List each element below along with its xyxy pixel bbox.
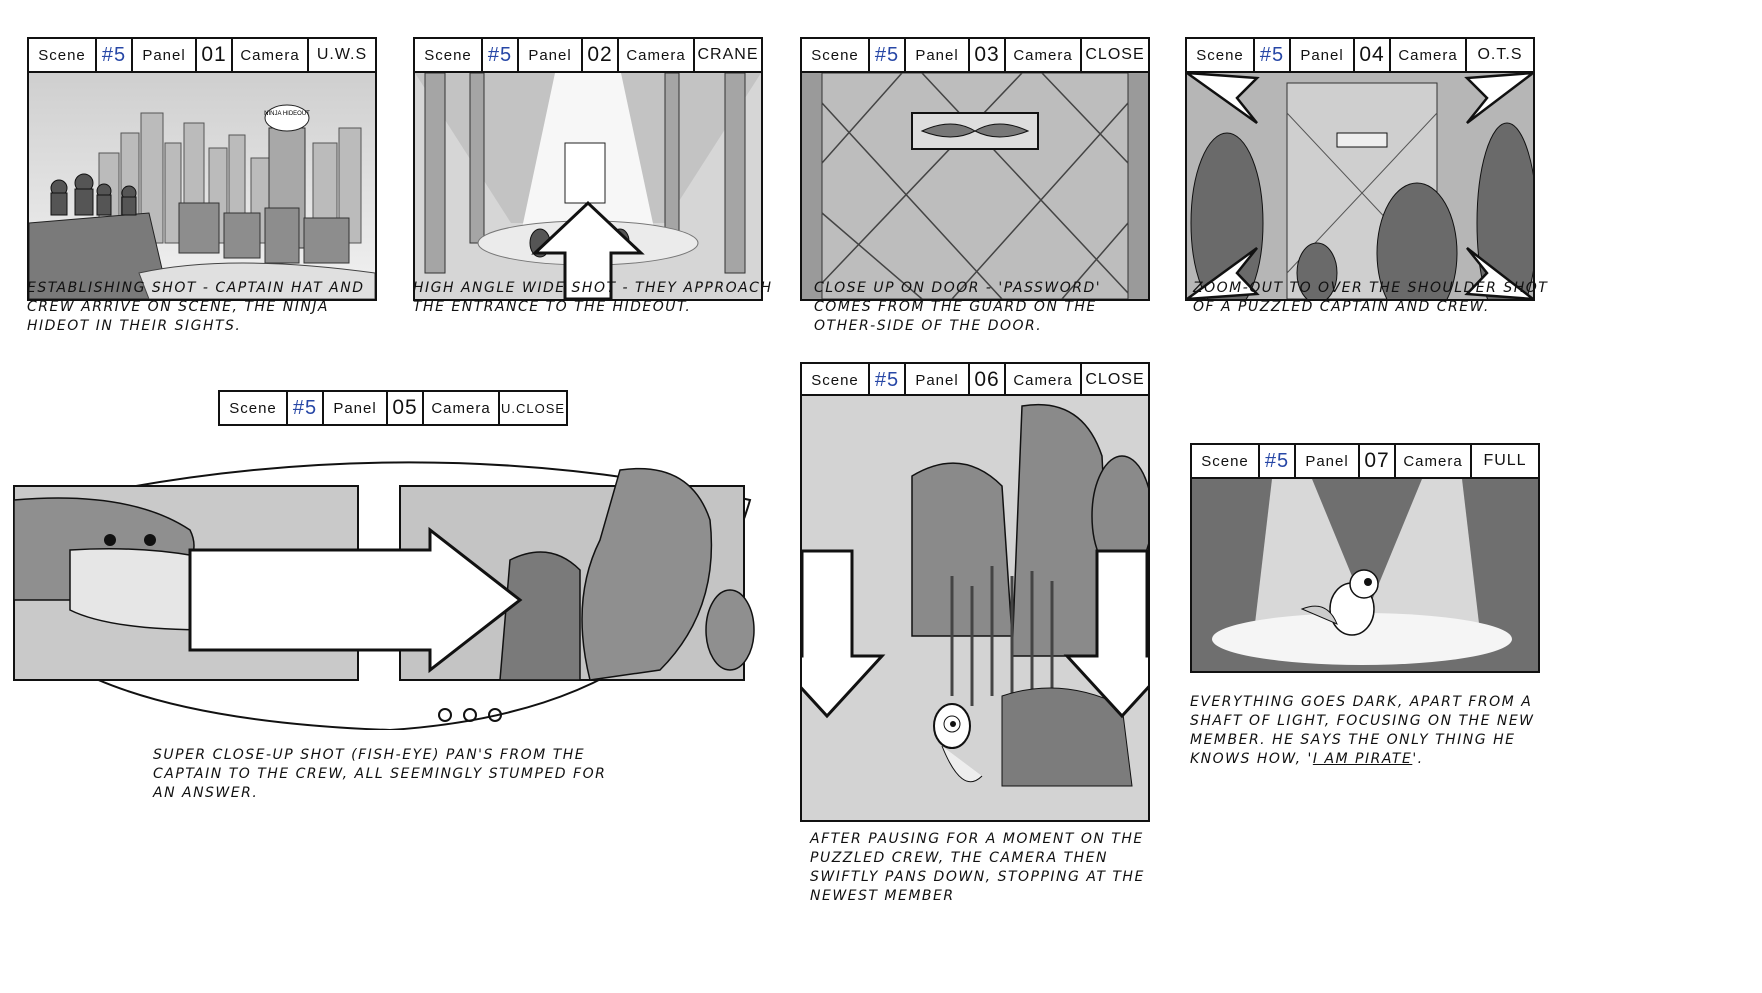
panel-label: Panel — [1291, 39, 1355, 71]
panel-header — [1185, 37, 1535, 73]
panel-number: 04 — [1355, 39, 1391, 71]
camera-type: O.T.S — [1477, 46, 1523, 63]
city-skyline-sketch — [29, 73, 375, 299]
storyboard-panel-06 — [800, 362, 1175, 922]
panel-caption: ESTABLISHING SHOT - CAPTAIN HAT AND CREW ARRIVE ON SCENE, THE NINJA HIDEOT IN THEIR SIGHTS. — [27, 280, 365, 334]
storyboard-panel-01 — [27, 37, 379, 337]
caption-quote: I AM PIRATE — [1312, 751, 1413, 767]
camera-type: FULL — [1483, 452, 1527, 469]
panel-header — [27, 37, 377, 73]
scene-number: #5 — [288, 392, 324, 424]
panel-label: Panel — [906, 364, 970, 396]
panel-frame — [800, 394, 1150, 822]
panel-frame — [800, 71, 1150, 301]
over-shoulder-sketch — [1187, 73, 1533, 299]
panel-caption: ZOOM-OUT TO OVER THE SHOULDER SHOT OF A PUZZLED CAPTAIN AND CREW. — [1193, 280, 1549, 315]
panel-frame — [1185, 71, 1535, 301]
camera-type: U.W.S — [316, 46, 368, 63]
hallway-sketch — [415, 73, 761, 299]
panel-number: 07 — [1360, 445, 1396, 477]
panel-caption: SUPER CLOSE-UP SHOT (FISH-EYE) PAN'S FROM THE CAPTAIN TO THE CREW, ALL SEEMINGLY STUMPED FOR AN ANSWER. — [153, 747, 607, 801]
panel-label: Panel — [906, 39, 970, 71]
camera-label: Camera — [1006, 364, 1082, 396]
panel-number: 05 — [388, 392, 424, 424]
camera-type: CLOSE — [1085, 371, 1145, 388]
camera-type: CLOSE — [1085, 46, 1145, 63]
scene-number: #5 — [870, 364, 906, 396]
panel-caption: AFTER PAUSING FOR A MOMENT ON THE PUZZLED CREW, THE CAMERA THEN SWIFTLY PANS DOWN, STOPPING AT THE NEWEST MEMBER — [810, 831, 1145, 904]
panel-header — [800, 37, 1150, 73]
camera-type: CRANE — [697, 46, 759, 63]
panel-label: Panel — [519, 39, 583, 71]
scene-number: #5 — [870, 39, 906, 71]
panel-caption — [1190, 693, 1550, 769]
panel-label: Panel — [324, 392, 388, 424]
panel-frame — [413, 71, 763, 301]
scene-number: #5 — [483, 39, 519, 71]
panel-label: Panel — [1296, 445, 1360, 477]
scene-number: #5 — [1260, 445, 1296, 477]
scene-label: Scene — [802, 39, 870, 71]
panel-header — [413, 37, 763, 73]
scene-number: #5 — [97, 39, 133, 71]
camera-label: Camera — [233, 39, 309, 71]
spotlight-sketch — [1192, 479, 1538, 671]
camera-label: Camera — [1391, 39, 1467, 71]
scene-label: Scene — [220, 392, 288, 424]
camera-type: U.CLOSE — [500, 400, 566, 416]
storyboard-panel-03 — [800, 37, 1152, 337]
scene-label: Scene — [1192, 445, 1260, 477]
storyboard-panel-04 — [1185, 37, 1560, 337]
fish-eye-pan-sketch — [10, 430, 780, 730]
scene-label: Scene — [415, 39, 483, 71]
panel-frame — [27, 71, 377, 301]
camera-label: Camera — [619, 39, 695, 71]
panel-header — [218, 390, 568, 426]
panel-number: 06 — [970, 364, 1006, 396]
panel-number: 02 — [583, 39, 619, 71]
panel-label: Panel — [133, 39, 197, 71]
scene-label: Scene — [1187, 39, 1255, 71]
camera-label: Camera — [1396, 445, 1472, 477]
scene-label: Scene — [802, 364, 870, 396]
panel-header — [800, 362, 1150, 398]
panel-frame — [1190, 477, 1540, 673]
storyboard-panel-02 — [413, 37, 773, 337]
caption-end: '. — [1412, 751, 1424, 767]
camera-label: Camera — [1006, 39, 1082, 71]
camera-label: Camera — [424, 392, 500, 424]
scene-label: Scene — [29, 39, 97, 71]
scene-number: #5 — [1255, 39, 1291, 71]
storyboard-panel-07 — [1190, 443, 1550, 783]
hideout-sign: NINJA HIDEOUT — [264, 111, 310, 117]
panel-number: 01 — [197, 39, 233, 71]
crew-pan-down-sketch — [802, 396, 1148, 820]
panel-number: 03 — [970, 39, 1006, 71]
panel-header — [1190, 443, 1540, 479]
panel-caption: HIGH ANGLE WIDE SHOT - THEY APPROACH THE ENTRANCE TO THE HIDEOUT. — [413, 280, 773, 315]
panel-caption: CLOSE UP ON DOOR - 'PASSWORD' COMES FROM THE GUARD ON THE OTHER-SIDE OF THE DOOR. — [814, 280, 1102, 334]
caption-text: EVERYTHING GOES DARK, APART FROM A SHAFT OF LIGHT, FOCUSING ON THE NEW MEMBER. HE SAYS THE ONLY THING HE KNOWS HOW, ' — [1190, 694, 1535, 767]
storyboard-panel-05 — [10, 390, 780, 810]
door-closeup-sketch — [802, 73, 1148, 299]
